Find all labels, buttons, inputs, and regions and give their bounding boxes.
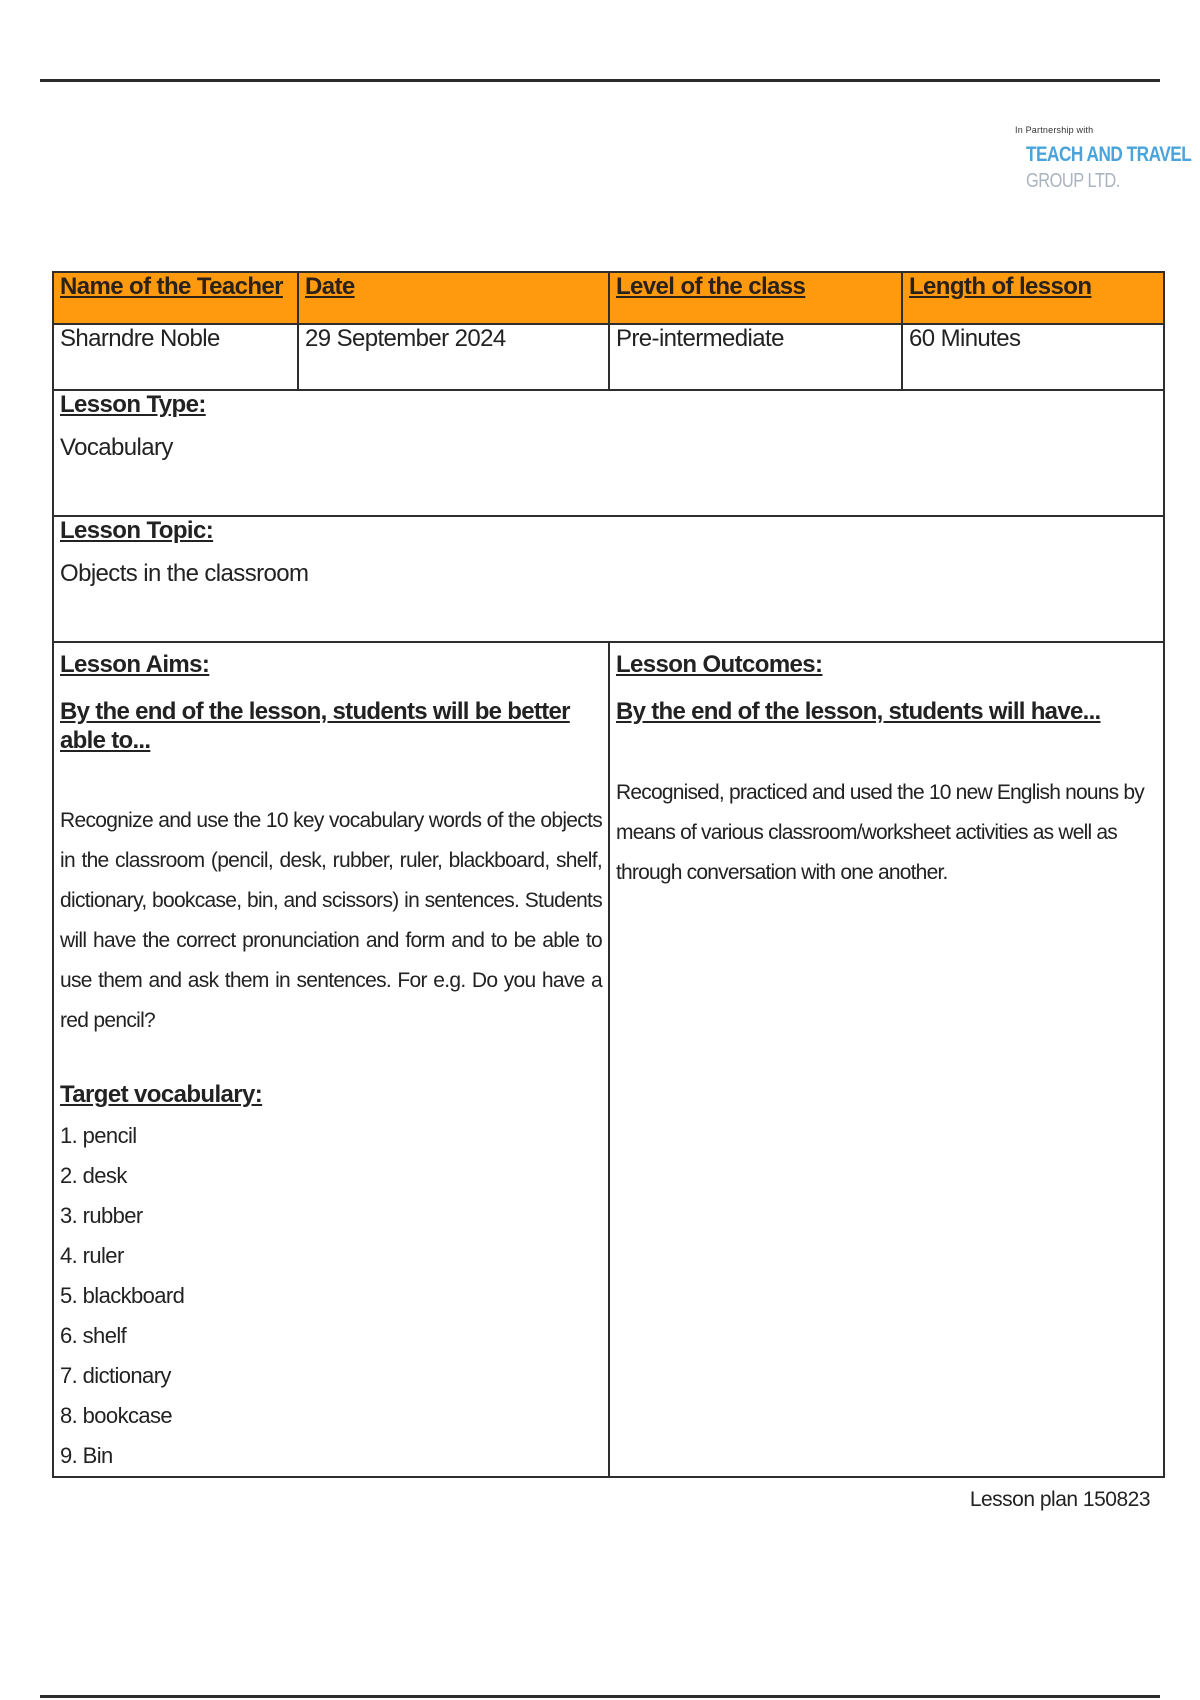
list-item: 4. ruler bbox=[60, 1243, 124, 1269]
list-item: 5. blackboard bbox=[60, 1283, 185, 1309]
target-vocabulary-title: Target vocabulary: bbox=[60, 1081, 263, 1109]
list-item: 8. bookcase bbox=[60, 1403, 173, 1429]
top-rule bbox=[40, 79, 1160, 82]
lesson-type-row bbox=[53, 390, 1164, 516]
lesson-topic-cell bbox=[53, 516, 1164, 642]
lesson-type-value: Vocabulary bbox=[60, 433, 173, 461]
header-row bbox=[53, 272, 1164, 324]
lesson-topic-row bbox=[53, 516, 1164, 642]
logo-line-1: TEACH AND TRAVEL bbox=[1026, 143, 1192, 166]
header-cell-level bbox=[609, 272, 902, 324]
partner-logo bbox=[1015, 125, 1192, 216]
list-item: 2. desk bbox=[60, 1163, 127, 1189]
list-item: 6. shelf bbox=[60, 1323, 127, 1349]
lesson-outcomes-subtitle: By the end of the lesson, students will have... bbox=[616, 697, 1101, 725]
date-label: Date bbox=[305, 273, 355, 300]
lesson-aims-cell bbox=[53, 642, 609, 1477]
lesson-aims-text: Recognize and use the 10 key vocabulary words of the objects in the classroom (pencil, desk, rubber, ruler, blackboard, shelf, dictionary, bookcase, bin, and scissors) in sentences. Students will have the correct pronunciation and form and to be able to use them and ask them in sentences. For e.g. Do you have a red pencil? bbox=[60, 809, 602, 1033]
bottom-rule bbox=[40, 1695, 1160, 1698]
lesson-outcomes-title: Lesson Outcomes: bbox=[616, 651, 823, 678]
lesson-outcomes-text: Recognised, practiced and used the 10 new English nouns by means of various classroom/worksheet activities as well as through conversation with one another. bbox=[616, 780, 1144, 884]
header-cell-length bbox=[902, 272, 1164, 324]
list-item: 1. pencil bbox=[60, 1123, 137, 1149]
lesson-aims-subtitle: By the end of the lesson, students will be better able to... bbox=[60, 697, 570, 754]
lesson-outcomes-cell bbox=[609, 642, 1164, 1477]
header-cell-teacher bbox=[53, 272, 298, 324]
lesson-type-cell bbox=[53, 390, 1164, 516]
list-item: 9. Bin bbox=[60, 1443, 113, 1469]
list-item: 3. rubber bbox=[60, 1203, 143, 1229]
lesson-topic-value: Objects in the classroom bbox=[60, 559, 309, 587]
lesson-aims-title: Lesson Aims: bbox=[60, 651, 210, 678]
values-row bbox=[53, 324, 1164, 390]
page-footer: Lesson plan 150823 bbox=[969, 1488, 1150, 1511]
lesson-type-label: Lesson Type: bbox=[60, 391, 206, 418]
logo-line-2: GROUP LTD. bbox=[1026, 170, 1120, 192]
logo-partnership-text: In Partnership with bbox=[1015, 125, 1094, 135]
header-cell-date bbox=[298, 272, 609, 324]
list-item: 7. dictionary bbox=[60, 1363, 171, 1389]
target-vocabulary-list bbox=[60, 1116, 602, 1476]
aims-outcomes-row bbox=[53, 642, 1164, 1477]
level-label: Level of the class bbox=[616, 273, 806, 300]
lesson-topic-label: Lesson Topic: bbox=[60, 517, 214, 544]
teacher-value: Sharndre Noble bbox=[53, 324, 298, 390]
level-value: Pre-intermediate bbox=[609, 324, 902, 390]
date-value: 29 September 2024 bbox=[298, 324, 609, 390]
teacher-label: Name of the Teacher bbox=[60, 273, 283, 300]
lesson-plan-table bbox=[52, 271, 1165, 1478]
length-value: 60 Minutes bbox=[902, 324, 1164, 390]
length-label: Length of lesson bbox=[909, 273, 1092, 300]
